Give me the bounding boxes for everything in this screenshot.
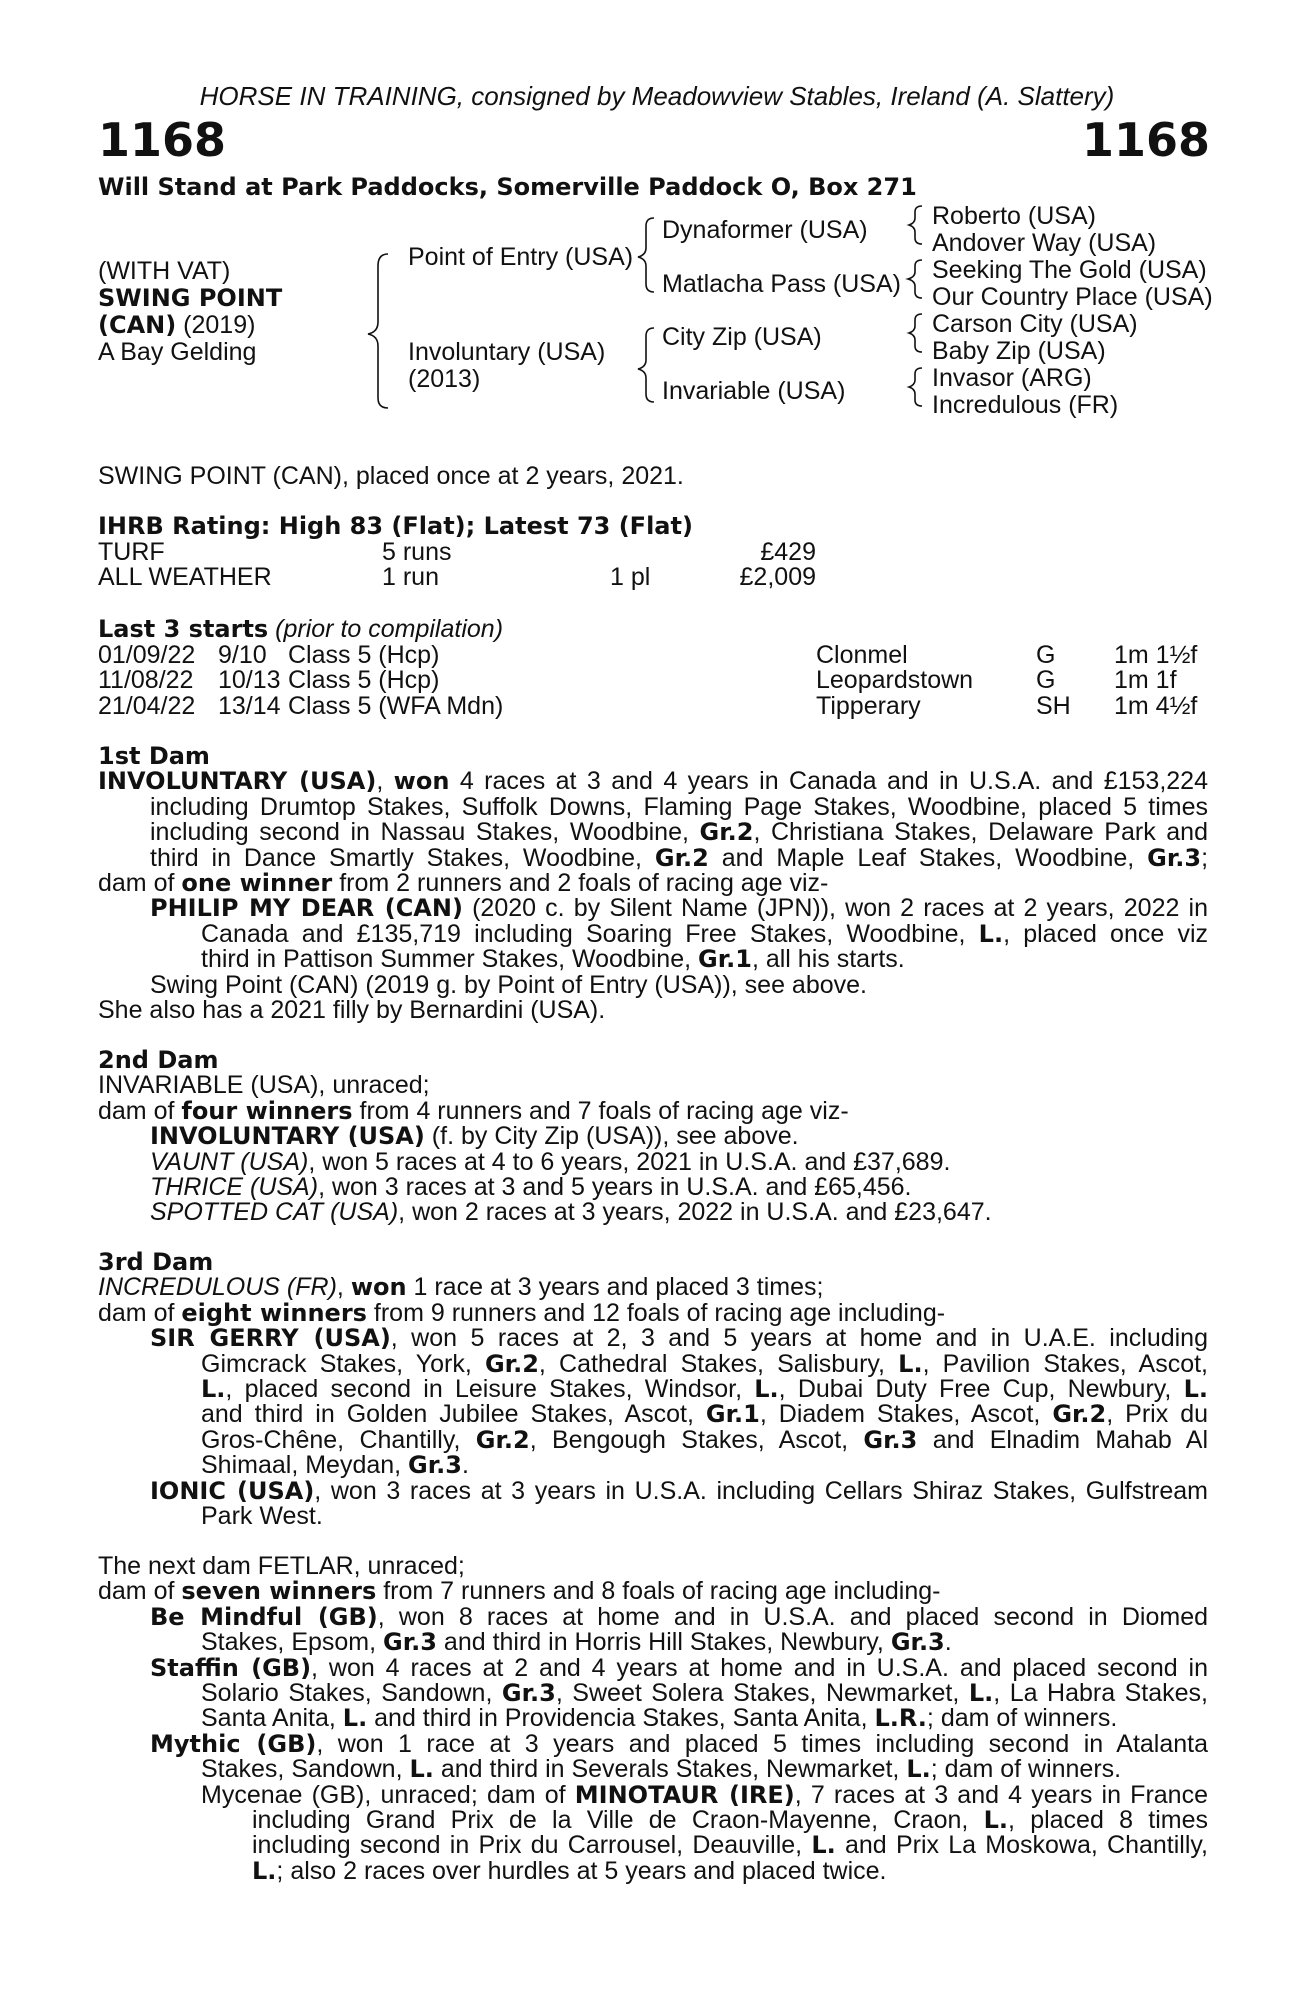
second-dam-heading: 2nd Dam xyxy=(98,1046,219,1074)
start-row xyxy=(98,694,1197,719)
performance-summary: SWING POINT (CAN), placed once at 2 years, 2021. xyxy=(98,462,684,490)
start-race: Class 5 (Hcp) xyxy=(288,641,440,669)
second-dam-section xyxy=(98,1048,1208,1226)
third-dam-line xyxy=(98,1476,1208,1505)
grade-label: Gr.3 xyxy=(1147,843,1202,872)
text: , won 4 races at 2 and 4 years at home and in U.S.A. and placed second in xyxy=(311,1653,1208,1682)
text: from 7 runners and 8 foals of racing age including- xyxy=(376,1577,941,1606)
brace-matlacha xyxy=(908,260,922,298)
grade-label: Gr.1 xyxy=(698,945,752,974)
third-dam-line xyxy=(98,1326,1208,1351)
second-dam-line xyxy=(98,1200,1208,1225)
rating-row xyxy=(98,565,816,590)
progeny-name: VAUNT (USA) xyxy=(150,1147,309,1176)
text: , won 5 races at 4 to 6 years, 2021 in U.S.A. and £37,689. xyxy=(308,1147,951,1176)
second-dam-line xyxy=(98,1096,1208,1125)
rating-title: IHRB Rating: High 83 (Flat); Latest 73 (Flat) xyxy=(98,512,693,540)
text: , won 1 race at 3 years and placed 5 times including second in Atalanta xyxy=(316,1729,1208,1758)
first-dam-line xyxy=(98,843,1209,872)
text: dam of xyxy=(98,1298,182,1327)
third-dam-line xyxy=(98,1377,1208,1402)
grade-label: L. xyxy=(906,1755,931,1784)
pedigree-sire-dam: Matlacha Pass (USA) xyxy=(662,270,901,298)
text: and third in Horris Hill Stakes, Newbury, xyxy=(436,1628,891,1657)
start-date: 11/08/22 xyxy=(98,666,194,695)
pedigree-dam-sire: City Zip (USA) xyxy=(662,323,822,351)
text: Stakes, Epsom, xyxy=(201,1628,384,1657)
text: Canada and £135,719 including Soaring Free Stakes, Woodbine, xyxy=(201,919,979,948)
winners-count: eight winners xyxy=(181,1298,367,1327)
start-course: Leopardstown xyxy=(816,666,974,695)
last-starts-table xyxy=(98,643,1197,719)
next-dam-line xyxy=(98,1653,1208,1682)
text: third in Dance Smartly Stakes, Woodbine, xyxy=(150,843,655,872)
brace-dynaformer xyxy=(909,206,922,244)
grade-label: L. xyxy=(811,1831,836,1860)
next-dam-line xyxy=(98,1630,1208,1655)
text: and Maple Leaf Stakes, Woodbine, xyxy=(708,843,1148,872)
text: including second in Nassau Stakes, Woodbine, xyxy=(150,818,700,847)
rating-surface: ALL WEATHER xyxy=(98,563,272,592)
progeny-name: MINOTAUR (IRE) xyxy=(574,1780,795,1809)
lot-number-left: 1168 xyxy=(98,113,227,167)
third-dam-line: Park West. xyxy=(201,1502,323,1531)
pedigree-g4: Our Country Place (USA) xyxy=(932,283,1213,311)
second-dam-line: INVARIABLE (USA), unraced; xyxy=(98,1071,430,1100)
third-dam-line xyxy=(98,1402,1208,1427)
stand-info: Will Stand at Park Paddocks, Somerville Paddock O, Box 271 xyxy=(98,173,917,201)
grade-label: Gr.2 xyxy=(1052,1400,1107,1429)
text: from 4 runners and 7 foals of racing age viz- xyxy=(352,1096,849,1125)
third-dam-name: INCREDULOUS (FR) xyxy=(98,1273,337,1302)
progeny-name: PHILIP MY DEAR (CAN) xyxy=(150,894,463,923)
vat-note: (WITH VAT) xyxy=(98,257,231,285)
grade-label: Gr.3 xyxy=(408,1451,462,1480)
progeny-name: THRICE (USA) xyxy=(150,1173,319,1202)
text: Shimaal, Meydan, xyxy=(201,1451,409,1480)
winners-count: seven winners xyxy=(181,1577,377,1606)
text: Solario Stakes, Sandown, xyxy=(201,1679,502,1708)
grade-label: L. xyxy=(983,1806,1008,1835)
text: ; also 2 races over hurdles at 5 years and placed twice. xyxy=(276,1856,887,1885)
text: third in Pattison Summer Stakes, Woodbine, xyxy=(201,945,698,974)
start-position: 10/13 xyxy=(218,666,281,695)
second-dam-line xyxy=(98,1124,1208,1149)
start-distance: 1m 4½f xyxy=(1114,691,1198,720)
brace-sire xyxy=(638,218,654,292)
horse-description: A Bay Gelding xyxy=(98,338,257,366)
rating-places xyxy=(610,540,710,565)
text: Gros-Chêne, Chantilly, xyxy=(201,1425,476,1454)
third-dam-line xyxy=(98,1349,1208,1378)
first-dam-heading: 1st Dam xyxy=(98,742,210,770)
rating-places: 1 pl xyxy=(610,563,651,592)
text: , La Habra Stakes, xyxy=(993,1679,1208,1708)
text: , won 5 races at 2, 3 and 5 years at home and in U.A.E. including xyxy=(390,1324,1208,1353)
grade-label: Gr.2 xyxy=(654,843,709,872)
grade-label: Gr.3 xyxy=(501,1679,556,1708)
next-dam-line xyxy=(98,1856,1208,1885)
brace-invariable xyxy=(909,368,922,406)
start-course: Tipperary xyxy=(816,691,921,720)
text: , placed 8 times xyxy=(1008,1806,1208,1835)
first-dam-name: INVOLUNTARY (USA) xyxy=(98,767,377,796)
text: (f. by City Zip (USA)), see above. xyxy=(424,1122,799,1151)
third-dam-section xyxy=(98,1250,1208,1529)
second-dam-line xyxy=(98,1175,1208,1200)
grade-label: L. xyxy=(201,1375,226,1404)
text: . xyxy=(944,1628,952,1657)
text: . xyxy=(461,1451,469,1480)
first-dam-line xyxy=(98,947,1208,972)
pedigree-g3: Seeking The Gold (USA) xyxy=(932,256,1207,284)
text: , Bengough Stakes, Ascot, xyxy=(529,1425,864,1454)
next-dam-line xyxy=(98,1833,1208,1858)
winners-count: one winner xyxy=(181,869,333,898)
grade-label: Gr.3 xyxy=(383,1628,437,1657)
text: from 9 runners and 12 foals of racing age including- xyxy=(366,1298,946,1327)
last-starts-subtitle: (prior to compilation) xyxy=(275,615,504,643)
text: Gimcrack Stakes, York, xyxy=(201,1349,485,1378)
next-dam-line xyxy=(98,1681,1208,1706)
text: 1 race at 3 years and placed 3 times; xyxy=(406,1273,824,1302)
text: including Grand Prix de la Ville de Craon-Mayenne, Craon, xyxy=(252,1806,984,1835)
won-label: won xyxy=(350,1273,407,1302)
progeny-name: IONIC (USA) xyxy=(150,1476,315,1505)
text: dam of xyxy=(98,1096,182,1125)
pedigree-brackets xyxy=(0,0,1314,420)
progeny-name: Be Mindful (GB) xyxy=(150,1602,378,1631)
second-dam-line xyxy=(98,1147,1208,1176)
first-dam-line xyxy=(98,919,1209,948)
grade-label: L. xyxy=(898,1349,923,1378)
start-going: G xyxy=(1036,666,1056,695)
winners-count: four winners xyxy=(181,1096,353,1125)
third-dam-heading: 3rd Dam xyxy=(98,1248,214,1276)
first-dam-line: including Drumtop Stakes, Suffolk Downs, Flaming Page Stakes, Woodbine, placed 5 times xyxy=(150,792,1208,821)
text: , Cathedral Stakes, Salisbury, xyxy=(538,1349,899,1378)
won-label: won xyxy=(393,767,450,796)
third-dam-line xyxy=(98,1298,1208,1327)
text: and Elnadim Mahab Al xyxy=(917,1425,1208,1454)
third-dam-line xyxy=(98,1453,1208,1478)
start-going: G xyxy=(1036,641,1056,669)
text: Santa Anita, xyxy=(201,1704,343,1733)
brace-city-zip xyxy=(909,314,922,352)
start-course: Clonmel xyxy=(816,641,908,669)
horse-name: SWING POINT xyxy=(98,284,283,312)
third-dam-line xyxy=(98,1425,1208,1454)
rating-prize: £429 xyxy=(760,538,816,566)
pedigree-dam-dam: Invariable (USA) xyxy=(662,377,846,405)
grade-label: L. xyxy=(754,1375,779,1404)
pedigree-sire: Point of Entry (USA) xyxy=(408,243,634,271)
text: , Dubai Duty Free Cup, Newbury, xyxy=(778,1375,1184,1404)
rating-row xyxy=(98,540,816,565)
pedigree-g6: Baby Zip (USA) xyxy=(932,337,1106,365)
text: , Christiana Stakes, Delaware Park and xyxy=(753,818,1208,847)
pedigree-g1: Roberto (USA) xyxy=(932,202,1096,230)
text: including second in Prix du Carrousel, Deauville, xyxy=(252,1831,812,1860)
text: from 2 runners and 2 foals of racing age viz- xyxy=(332,869,829,898)
grade-label: Gr.2 xyxy=(484,1349,539,1378)
grade-label: Gr.3 xyxy=(890,1628,945,1657)
first-dam-line: INVOLUNTARY (USA), won 4 races at 3 and 4 years in Canada and in U.S.A. and £153,224 xyxy=(98,767,1208,796)
first-dam-line: She also has a 2021 filly by Bernardini (USA). xyxy=(98,996,606,1025)
start-date: 21/04/22 xyxy=(98,691,196,720)
text: , Sweet Solera Stakes, Newmarket, xyxy=(555,1679,969,1708)
start-distance: 1m 1½f xyxy=(1114,641,1198,669)
text: (2020 c. by Silent Name (JPN)), won 2 races at 2 years, 2022 in xyxy=(462,894,1208,923)
text: dam of xyxy=(98,869,182,898)
grade-label: L. xyxy=(978,919,1004,948)
start-position: 13/14 xyxy=(218,691,281,720)
brace-dam xyxy=(638,328,654,402)
text: , placed second in Leisure Stakes, Windsor, xyxy=(225,1375,755,1404)
first-dam-line xyxy=(98,820,1208,845)
text: and third in Golden Jubilee Stakes, Ascot, xyxy=(201,1400,706,1429)
text: , won 3 races at 3 years in U.S.A. including Cellars Shiraz Stakes, Gulfstream xyxy=(314,1476,1208,1505)
text: 4 races at 3 and 4 years in Canada and in U.S.A. and £153,224 xyxy=(449,767,1208,796)
progeny-name: SPOTTED CAT (USA) xyxy=(150,1198,399,1227)
progeny-name: Staffin (GB) xyxy=(150,1653,312,1682)
next-dam-line xyxy=(98,1757,1208,1782)
pedigree-g7: Invasor (ARG) xyxy=(932,364,1092,392)
start-row xyxy=(98,668,1197,693)
grade-label: L. xyxy=(968,1679,994,1708)
text: ; dam of winners. xyxy=(930,1755,1122,1784)
text: , all his starts. xyxy=(751,945,905,974)
start-race: Class 5 (Hcp) xyxy=(288,666,440,695)
text: , Prix du xyxy=(1106,1400,1209,1429)
brace-generation-1 xyxy=(368,254,388,408)
pedigree-sire-sire: Dynaformer (USA) xyxy=(662,216,868,244)
pedigree-g8: Incredulous (FR) xyxy=(932,391,1119,419)
rating-runs: 5 runs xyxy=(382,538,452,566)
grade-label: Gr.2 xyxy=(475,1425,530,1454)
next-dam-line xyxy=(98,1729,1208,1758)
first-dam-line: Swing Point (CAN) (2019 g. by Point of Entry (USA)), see above. xyxy=(150,970,867,999)
text: and Prix La Moskowa, Chantilly, xyxy=(835,1831,1208,1860)
grade-label: L. xyxy=(1183,1375,1209,1404)
grade-label: L. xyxy=(409,1755,434,1784)
rating-table xyxy=(98,540,816,591)
pedigree-g5: Carson City (USA) xyxy=(932,310,1138,338)
rating-surface: TURF xyxy=(98,538,165,566)
grade-label: Gr.2 xyxy=(699,818,754,847)
rating-runs: 1 run xyxy=(382,563,439,592)
text: and third in Severals Stakes, Newmarket, xyxy=(433,1755,907,1784)
text: , won 3 races at 3 and 5 years in U.S.A. and £65,456. xyxy=(318,1173,912,1202)
consignment-note: HORSE IN TRAINING, consigned by Meadowview Stables, Ireland (A. Slattery) xyxy=(199,81,1115,111)
horse-country: (CAN) xyxy=(98,311,177,339)
text: ; dam of winners. xyxy=(926,1704,1118,1733)
third-dam-line: INCREDULOUS (FR), won 1 race at 3 years and placed 3 times; xyxy=(98,1273,824,1302)
lot-number-right: 1168 xyxy=(1081,113,1210,167)
next-dam-line xyxy=(98,1579,1208,1604)
grade-label: Gr.3 xyxy=(863,1425,918,1454)
text: , won 8 races at home and in U.S.A. and placed second in Diomed xyxy=(377,1602,1208,1631)
pedigree-g2: Andover Way (USA) xyxy=(932,229,1157,257)
text: , placed once viz xyxy=(1003,919,1209,948)
text: Mycenae (GB), unraced; dam of xyxy=(201,1780,575,1809)
start-row xyxy=(98,643,1197,668)
last-starts-heading xyxy=(98,617,503,642)
next-dam-line xyxy=(98,1706,1208,1731)
rating-prize: £2,009 xyxy=(739,563,816,592)
next-dam-line xyxy=(98,1808,1208,1833)
grade-label: L.R. xyxy=(874,1704,927,1733)
pedigree-dam-year: (2013) xyxy=(408,365,481,393)
start-distance: 1m 1f xyxy=(1114,666,1177,695)
start-going: SH xyxy=(1036,691,1071,720)
next-dam-line: The next dam FETLAR, unraced; xyxy=(98,1552,465,1580)
horse-year: (2019) xyxy=(183,311,256,339)
first-dam-line xyxy=(98,896,1208,921)
text: , 7 races at 3 and 4 years in France xyxy=(794,1780,1208,1809)
grade-label: L. xyxy=(342,1704,368,1733)
progeny-name: INVOLUNTARY (USA) xyxy=(150,1122,425,1151)
progeny-name: SIR GERRY (USA) xyxy=(150,1324,391,1353)
first-dam-line xyxy=(98,871,1208,896)
text: dam of xyxy=(98,1577,182,1606)
start-position: 9/10 xyxy=(218,641,267,669)
text: ; xyxy=(1201,843,1209,872)
last-starts-title: Last 3 starts xyxy=(98,615,269,643)
grade-label: L. xyxy=(252,1856,277,1885)
progeny-name: Mythic (GB) xyxy=(150,1729,317,1758)
text: , won 2 races at 3 years, 2022 in U.S.A. and £23,647. xyxy=(398,1198,992,1227)
next-dam-line xyxy=(98,1602,1208,1631)
text: , Diadem Stakes, Ascot, xyxy=(759,1400,1053,1429)
next-dam-line xyxy=(98,1780,1208,1809)
text: Stakes, Sandown, xyxy=(201,1755,410,1784)
start-race: Class 5 (WFA Mdn) xyxy=(288,691,504,720)
next-dam-section xyxy=(98,1554,1208,1884)
grade-label: Gr.1 xyxy=(705,1400,760,1429)
text: and third in Providencia Stakes, Santa Anita, xyxy=(367,1704,875,1733)
pedigree-dam: Involuntary (USA) xyxy=(408,338,606,366)
start-date: 01/09/22 xyxy=(98,641,196,669)
first-dam-section xyxy=(98,744,1208,1023)
text: , Pavilion Stakes, Ascot, xyxy=(922,1349,1208,1378)
